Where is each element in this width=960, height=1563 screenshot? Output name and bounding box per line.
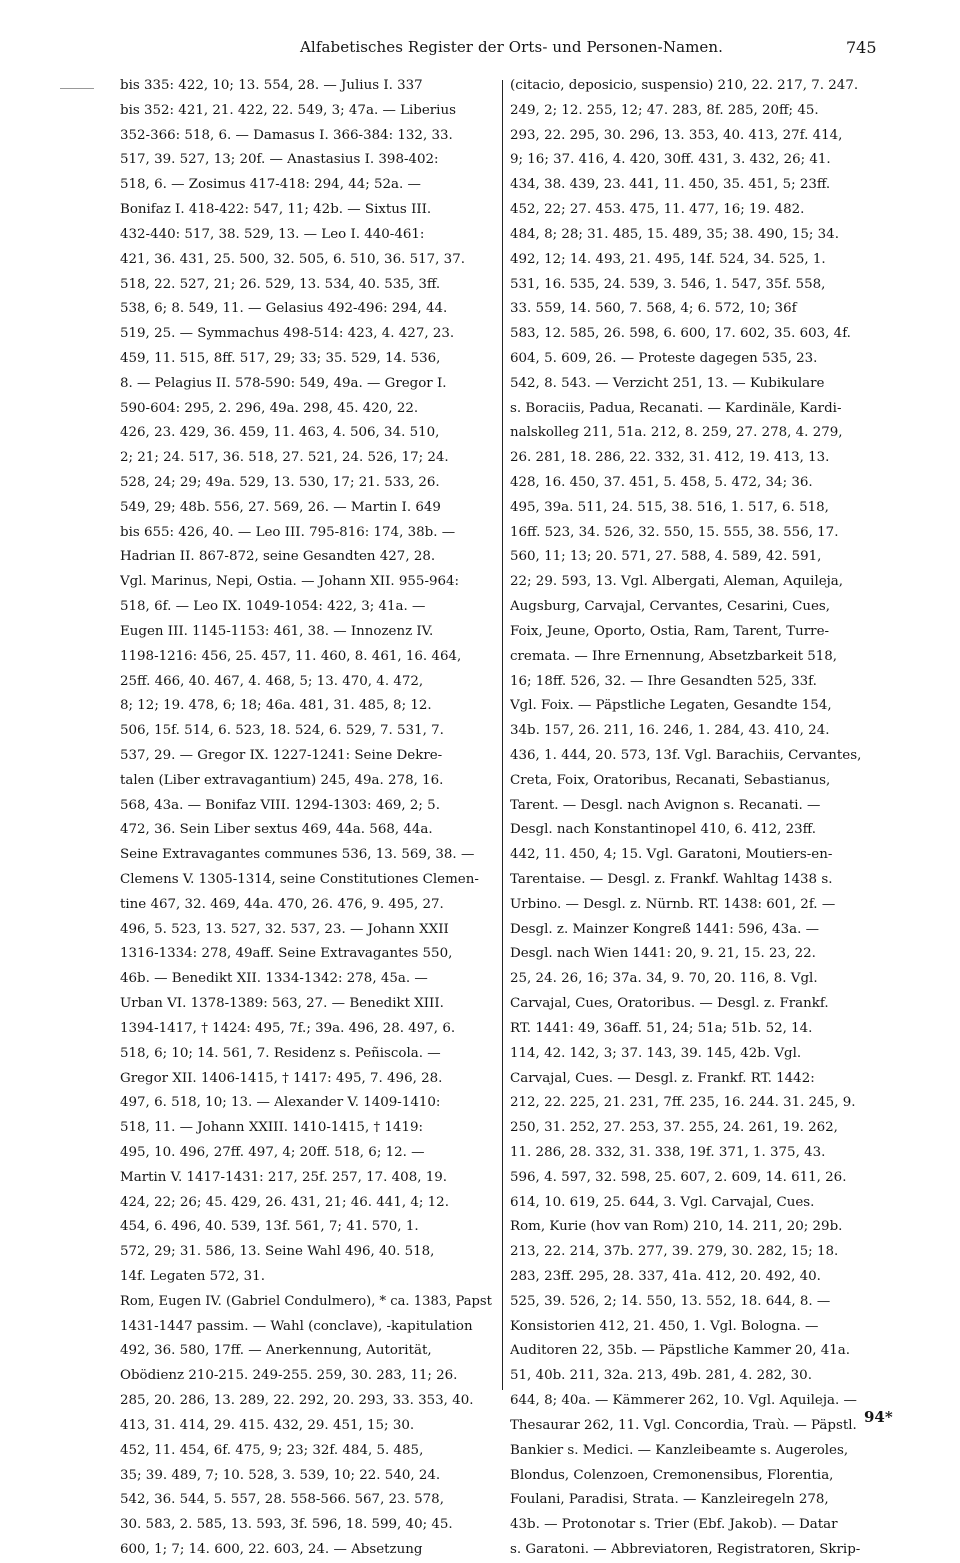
index-line: 250, 31. 252, 27. 253, 37. 255, 24. 261, 19. 262, <box>510 1120 838 1136</box>
index-line: Rom, Eugen IV. (Gabriel Condulmero), * ca. 1383, Papst <box>120 1293 492 1309</box>
column-divider <box>502 80 503 1390</box>
index-line: Vgl. Foix. — Päpstliche Legaten, Gesandte 154, <box>510 698 832 714</box>
index-line: 492, 36. 580, 17ff. — Anerkennung, Autorität, <box>120 1343 432 1359</box>
index-line: 492, 12; 14. 493, 21. 495, 14f. 524, 34. 525, 1. <box>510 251 826 267</box>
index-line: 549, 29; 48b. 556, 27. 569, 26. — Martin I. 649 <box>120 499 441 515</box>
index-line: Thesaurar 262, 11. Vgl. Concordia, Traù. — Päpstl. <box>510 1417 857 1433</box>
index-line: 572, 29; 31. 586, 13. Seine Wahl 496, 40. 518, <box>120 1244 435 1260</box>
index-line: 285, 20. 286, 13. 289, 22. 292, 20. 293, 33. 353, 40. <box>120 1393 474 1409</box>
index-line: 51, 40b. 211, 32a. 213, 49b. 281, 4. 282, 30. <box>510 1368 812 1384</box>
index-line: 495, 10. 496, 27ff. 497, 4; 20ff. 518, 6; 12. — <box>120 1144 425 1160</box>
index-line: 452, 11. 454, 6f. 475, 9; 23; 32f. 484, 5. 485, <box>120 1442 424 1458</box>
index-line: 472, 36. Sein Liber sextus 469, 44a. 568, 44a. <box>120 822 433 838</box>
index-line: Tarentaise. — Desgl. z. Frankf. Wahltag 1438 s. <box>510 872 833 887</box>
index-line: 568, 43a. — Bonifaz VIII. 1294-1303: 469, 2; 5. <box>120 797 440 813</box>
index-line: 442, 11. 450, 4; 15. Vgl. Garatoni, Moutiers-en- <box>510 847 833 863</box>
index-column-left <box>120 74 492 1563</box>
index-line: 484, 8; 28; 31. 485, 15. 489, 35; 38. 490, 15; 34. <box>510 226 839 242</box>
index-line: 30. 583, 2. 585, 13. 593, 3f. 596, 18. 599, 40; 45. <box>120 1517 453 1533</box>
index-line: 114, 42. 142, 3; 37. 143, 39. 145, 42b. Vgl. <box>510 1045 802 1061</box>
index-line: Konsistorien 412, 21. 450, 1. Vgl. Bologna. — <box>510 1318 819 1334</box>
index-line: 16; 18ff. 526, 32. — Ihre Gesandten 525, 33f. <box>510 673 817 689</box>
index-line: 352-366: 518, 6. — Damasus I. 366-384: 132, 33. <box>120 127 453 143</box>
index-line: 542, 8. 543. — Verzicht 251, 13. — Kubikulare <box>510 375 825 391</box>
index-line: 644, 8; 40a. — Kämmerer 262, 10. Vgl. Aquileja. — <box>510 1393 857 1409</box>
index-line: bis 352: 421, 21. 422, 22. 549, 3; 47a. — Liberius <box>120 102 456 118</box>
index-line: 525, 39. 526, 2; 14. 550, 13. 552, 18. 644, 8. — <box>510 1293 831 1309</box>
index-line: Urbino. — Desgl. z. Nürnb. RT. 1438: 601, 2f. — <box>510 896 836 912</box>
index-line: 8; 12; 19. 478, 6; 18; 46a. 481, 31. 485, 8; 12. <box>120 698 432 714</box>
index-line: 496, 5. 523, 13. 527, 32. 537, 23. — Johann XXII <box>120 921 449 937</box>
page-number: 745 <box>846 38 877 57</box>
index-line: 22; 29. 593, 13. Vgl. Albergati, Aleman, Aquileja, <box>510 574 844 590</box>
index-line: 34b. 157, 26. 211, 16. 246, 1. 284, 43. 410, 24. <box>510 723 830 739</box>
scan-mark <box>60 88 94 89</box>
index-line: s. Garatoni. — Abbreviatoren, Registratoren, Skrip- <box>510 1541 861 1557</box>
index-line: s. Boraciis, Padua, Recanati. — Kardinäle, Kardi- <box>510 400 842 416</box>
index-line: 459, 11. 515, 8ff. 517, 29; 33; 35. 529, 14. 536, <box>120 350 441 366</box>
index-line: 518, 22. 527, 21; 26. 529, 13. 534, 40. 535, 3ff. <box>120 276 441 292</box>
index-line: 8. — Pelagius II. 578-590: 549, 49a. — Gregor I. <box>120 375 447 391</box>
index-line: 518, 6; 10; 14. 561, 7. Residenz s. Peñiscola. — <box>120 1045 441 1061</box>
index-line: 560, 11; 13; 20. 571, 27. 588, 4. 589, 42. 591, <box>510 549 822 565</box>
printer-signature: 94* <box>864 1408 893 1426</box>
index-line: 424, 22; 26; 45. 429, 26. 431, 21; 46. 441, 4; 12. <box>120 1194 449 1210</box>
index-line: 35; 39. 489, 7; 10. 528, 3. 539, 10; 22. 540, 24. <box>120 1467 441 1483</box>
index-line: Creta, Foix, Oratoribus, Recanati, Sebastianus, <box>510 772 831 788</box>
index-line: 283, 23ff. 295, 28. 337, 41a. 412, 20. 492, 40. <box>510 1269 821 1284</box>
index-line: Urban VI. 1378-1389: 563, 27. — Benedikt XIII. <box>120 996 444 1012</box>
index-line: RT. 1441: 49, 36aff. 51, 24; 51a; 51b. 52, 14. <box>510 1020 813 1036</box>
index-line: Bonifaz I. 418-422: 547, 11; 42b. — Sixtus III. <box>120 202 432 218</box>
index-line: Desgl. z. Mainzer Kongreß 1441: 596, 43a. — <box>510 921 819 937</box>
index-line: 46b. — Benedikt XII. 1334-1342: 278, 45a. — <box>120 971 428 987</box>
index-line: Foulani, Paradisi, Strata. — Kanzleiregeln 278, <box>510 1492 829 1508</box>
index-line: 249, 2; 12. 255, 12; 47. 283, 8f. 285, 20ff; 45. <box>510 102 819 118</box>
index-line: 518, 11. — Johann XXIII. 1410-1415, † 1419: <box>120 1120 423 1136</box>
index-line: nalskolleg 211, 51a. 212, 8. 259, 27. 278, 4. 279, <box>510 425 843 441</box>
index-line: (citacio, deposicio, suspensio) 210, 22. 217, 7. 247. <box>510 78 859 93</box>
index-line: Vgl. Marinus, Nepi, Ostia. — Johann XII. 955-964: <box>120 574 460 590</box>
index-line: 11. 286, 28. 332, 31. 338, 19f. 371, 1. 375, 43. <box>510 1144 826 1160</box>
index-line: talen (Liber extravagantium) 245, 49a. 278, 16. <box>120 772 444 788</box>
index-line: 537, 29. — Gregor IX. 1227-1241: Seine Dekre- <box>120 747 443 763</box>
index-line: Auditoren 22, 35b. — Päpstliche Kammer 20, 41a. <box>510 1343 851 1359</box>
index-line: 33. 559, 14. 560, 7. 568, 4; 6. 572, 10; 36f <box>510 301 797 317</box>
running-header-title: Alfabetisches Register der Orts- und Personen-Namen. <box>300 38 724 56</box>
index-line: 428, 16. 450, 37. 451, 5. 458, 5. 472, 34; 36. <box>510 475 813 490</box>
index-line: Gregor XII. 1406-1415, † 1417: 495, 7. 496, 28. <box>120 1070 443 1086</box>
index-line: 43b. — Protonotar s. Trier (Ebf. Jakob). — Datar <box>510 1517 838 1533</box>
index-line: tine 467, 32. 469, 44a. 470, 26. 476, 9. 495, 27. <box>120 896 444 912</box>
index-line: 25, 24. 26, 16; 37a. 34, 9. 70, 20. 116, 8. Vgl. <box>510 971 818 987</box>
index-line: 596, 4. 597, 32. 598, 25. 607, 2. 609, 14. 611, 26. <box>510 1169 847 1185</box>
index-line: 25ff. 466, 40. 467, 4. 468, 5; 13. 470, 4. 472, <box>120 673 424 689</box>
index-line: Clemens V. 1305-1314, seine Constitutiones Clemen- <box>120 872 479 887</box>
index-line: 426, 23. 429, 36. 459, 11. 463, 4. 506, 34. 510, <box>120 425 440 441</box>
index-line: Blondus, Colenzoen, Cremonensibus, Florentia, <box>510 1467 834 1483</box>
index-line: 421, 36. 431, 25. 500, 32. 505, 6. 510, 36. 517, 37. <box>120 251 465 267</box>
index-line: Tarent. — Desgl. nach Avignon s. Recanati. — <box>510 797 821 813</box>
index-line: 9; 16; 37. 416, 4. 420, 30ff. 431, 3. 432, 26; 41. <box>510 152 831 168</box>
index-line: Hadrian II. 867-872, seine Gesandten 427, 28. <box>120 549 436 565</box>
index-line: 434, 38. 439, 23. 441, 11. 450, 35. 451, 5; 23ff. <box>510 177 831 193</box>
index-line: 495, 39a. 511, 24. 515, 38. 516, 1. 517, 6. 518, <box>510 499 829 515</box>
index-line: 26. 281, 18. 286, 22. 332, 31. 412, 19. 413, 13. <box>510 450 830 466</box>
index-line: 497, 6. 518, 10; 13. — Alexander V. 1409-1410: <box>120 1095 441 1111</box>
index-line: cremata. — Ihre Ernennung, Absetzbarkeit 518, <box>510 648 838 664</box>
index-line: 452, 22; 27. 453. 475, 11. 477, 16; 19. 482. <box>510 202 805 218</box>
index-column-right <box>510 74 900 1563</box>
index-line: 14f. Legaten 572, 31. <box>120 1269 265 1284</box>
index-line: 293, 22. 295, 30. 296, 13. 353, 40. 413, 27f. 414, <box>510 127 843 143</box>
index-line: 518, 6. — Zosimus 417-418: 294, 44; 52a. — <box>120 177 421 193</box>
index-line: 454, 6. 496, 40. 539, 13f. 561, 7; 41. 570, 1. <box>120 1219 419 1235</box>
index-line: 518, 6f. — Leo IX. 1049-1054: 422, 3; 41a. — <box>120 599 426 615</box>
index-line: 413, 31. 414, 29. 415. 432, 29. 451, 15; 30. <box>120 1417 415 1433</box>
index-line: Martin V. 1417-1431: 217, 25f. 257, 17. 408, 19. <box>120 1169 448 1185</box>
index-line: Rom, Kurie (hov van Rom) 210, 14. 211, 20; 29b. <box>510 1219 843 1235</box>
index-line: 2; 21; 24. 517, 36. 518, 27. 521, 24. 526, 17; 24. <box>120 450 449 466</box>
index-line: 1431-1447 passim. — Wahl (conclave), -kapitulation <box>120 1318 473 1334</box>
index-line: 1394-1417, † 1424: 495, 7f.; 39a. 496, 28. 497, 6. <box>120 1020 456 1036</box>
index-line: Desgl. nach Konstantinopel 410, 6. 412, 23ff. <box>510 822 816 838</box>
index-line: 600, 1; 7; 14. 600, 22. 603, 24. — Absetzung <box>120 1541 423 1557</box>
index-line: 1198-1216: 456, 25. 457, 11. 460, 8. 461, 16. 464, <box>120 648 462 664</box>
index-line: 614, 10. 619, 25. 644, 3. Vgl. Carvajal, Cues. <box>510 1194 815 1210</box>
index-line: Bankier s. Medici. — Kanzleibeamte s. Augeroles, <box>510 1442 849 1458</box>
index-line: 542, 36. 544, 5. 557, 28. 558-566. 567, 23. 578, <box>120 1492 444 1508</box>
index-line: 1316-1334: 278, 49aff. Seine Extravagantes 550, <box>120 946 453 962</box>
index-line: 528, 24; 29; 49a. 529, 13. 530, 17; 21. 533, 26. <box>120 475 440 490</box>
index-line: 16ff. 523, 34. 526, 32. 550, 15. 555, 38. 556, 17. <box>510 524 839 540</box>
index-line: 590-604: 295, 2. 296, 49a. 298, 45. 420, 22. <box>120 400 419 416</box>
index-line: Desgl. nach Wien 1441: 20, 9. 21, 15. 23, 22. <box>510 946 816 962</box>
index-line: 517, 39. 527, 13; 20f. — Anastasius I. 398-402: <box>120 152 439 168</box>
index-line: Carvajal, Cues, Oratoribus. — Desgl. z. Frankf. <box>510 996 829 1012</box>
index-line: Eugen III. 1145-1153: 461, 38. — Innozenz IV. <box>120 623 434 639</box>
index-line: Obödienz 210-215. 249-255. 259, 30. 283, 11; 26. <box>120 1368 458 1384</box>
index-line: 583, 12. 585, 26. 598, 6. 600, 17. 602, 35. 603, 4f. <box>510 326 851 342</box>
index-line: 212, 22. 225, 21. 231, 7ff. 235, 16. 244. 31. 245, 9. <box>510 1095 856 1111</box>
index-line: Seine Extravagantes communes 536, 13. 569, 38. — <box>120 847 475 863</box>
index-line: 213, 22. 214, 37b. 277, 39. 279, 30. 282, 15; 18. <box>510 1244 839 1260</box>
index-line: 519, 25. — Symmachus 498-514: 423, 4. 427, 23. <box>120 326 455 342</box>
index-line: Foix, Jeune, Oporto, Ostia, Ram, Tarent, Turre- <box>510 623 830 639</box>
index-line: bis 655: 426, 40. — Leo III. 795-816: 174, 38b. — <box>120 524 456 540</box>
index-line: 531, 16. 535, 24. 539, 3. 546, 1. 547, 35f. 558, <box>510 276 826 292</box>
index-line: 432-440: 517, 38. 529, 13. — Leo I. 440-461: <box>120 226 425 242</box>
index-line: bis 335: 422, 10; 13. 554, 28. — Julius I. 337 <box>120 78 423 93</box>
index-line: 604, 5. 609, 26. — Proteste dagegen 535, 23. <box>510 350 818 366</box>
index-line: 506, 15f. 514, 6. 523, 18. 524, 6. 529, 7. 531, 7. <box>120 723 444 739</box>
index-line: 436, 1. 444, 20. 573, 13f. Vgl. Barachiis, Cervantes, <box>510 747 862 763</box>
index-line: 538, 6; 8. 549, 11. — Gelasius 492-496: 294, 44. <box>120 301 448 317</box>
index-line: Augsburg, Carvajal, Cervantes, Cesarini, Cues, <box>510 599 831 615</box>
index-line: Carvajal, Cues. — Desgl. z. Frankf. RT. 1442: <box>510 1070 815 1086</box>
